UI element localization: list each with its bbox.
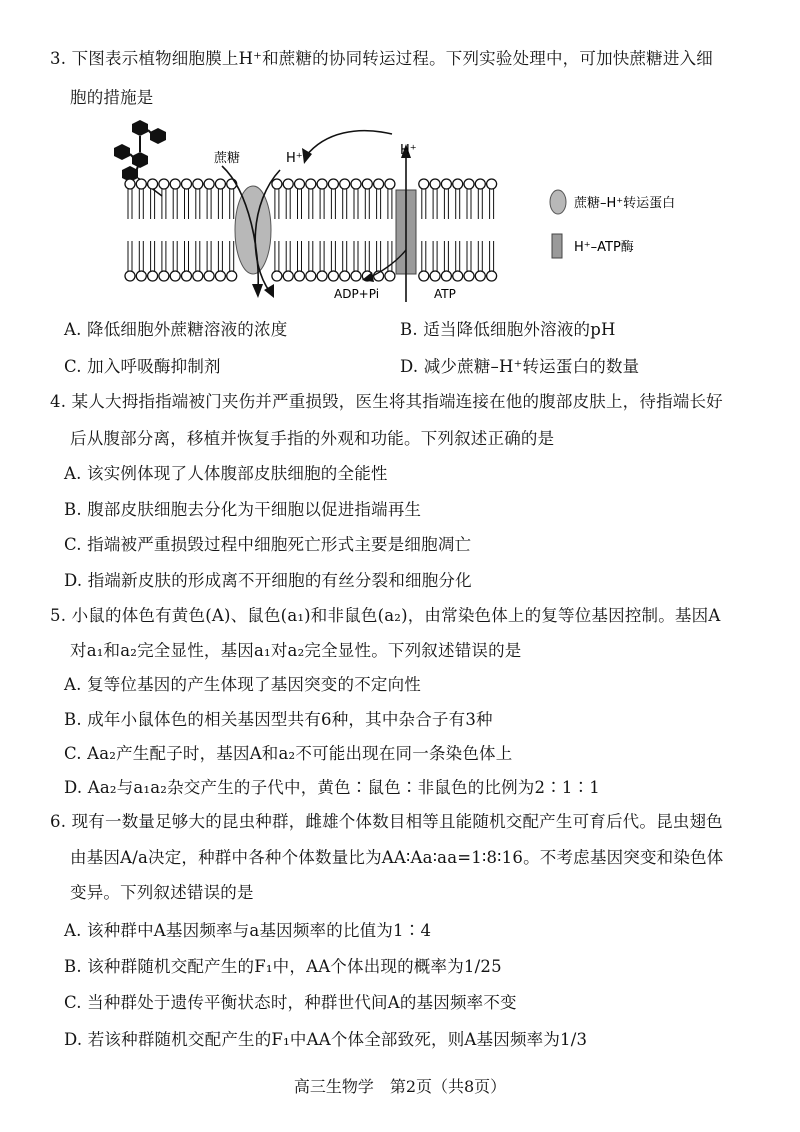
adp-pi-label: ADP+Pi <box>334 287 380 301</box>
legend-atpase-label: H⁺–ATP酶 <box>574 240 634 255</box>
q4-option-d: D. 指端新皮肤的形成离不开细胞的有丝分裂和细胞分化 <box>64 571 472 590</box>
q4-stem-line2: 后从腹部分离，移植并恢复手指的外观和功能。下列叙述正确的是 <box>70 429 555 448</box>
q6-stem-line3: 变异。下列叙述错误的是 <box>70 883 254 902</box>
q5-stem-line1: 5. 小鼠的体色有黄色(A)、鼠色(a₁)和非鼠色(a₂)，由常染色体上的复等位基因控制。基因A <box>50 606 721 625</box>
q6-option-c: C. 当种群处于遗传平衡状态时，种群世代间A的基因频率不变 <box>64 993 517 1012</box>
q3-stem-line2: 胞的措施是 <box>70 88 154 107</box>
q5-option-c: C. Aa₂产生配子时，基因A和a₂不可能出现在同一条染色体上 <box>64 744 513 763</box>
page-footer: 高三生物学 第2页（共8页） <box>293 1077 507 1096</box>
legend-transporter <box>550 190 675 214</box>
atp-label: ATP <box>434 287 456 301</box>
q4-option-c: C. 指端被严重损毁过程中细胞死亡形式主要是细胞凋亡 <box>64 535 472 554</box>
q5-option-d: D. Aa₂与a₁a₂杂交产生的子代中，黄色∶鼠色∶非鼠色的比例为2∶1∶1 <box>64 778 600 797</box>
q3-stem-line1: 3. 下图表示植物细胞膜上H⁺和蔗糖的协同转运过程。下列实验处理中，可加快蔗糖进入细 <box>50 49 713 68</box>
q6-option-d: D. 若该种群随机交配产生的F₁中AA个体全部致死，则A基因频率为1/3 <box>64 1030 588 1049</box>
q5-option-a: A. 复等位基因的产生体现了基因突变的不定向性 <box>64 675 422 694</box>
sucrose-label: 蔗糖 <box>214 151 241 166</box>
phospholipid-bilayer <box>125 179 497 281</box>
legend-atpase <box>552 234 634 258</box>
q3-option-c: C. 加入呼吸酶抑制剂 <box>64 357 221 376</box>
q5-stem-line2: 对a₁和a₂完全显性，基因a₁对a₂完全显性。下列叙述错误的是 <box>70 641 522 660</box>
q5-option-b: B. 成年小鼠体色的相关基因型共有6种，其中杂合子有3种 <box>64 710 493 729</box>
q6-stem-line2: 由基因A/a决定，种群中各种个体数量比为AA∶Aa∶aa=1∶8∶16。不考虑基因突变和染色体 <box>70 848 724 867</box>
q4-option-b: B. 腹部皮肤细胞去分化为干细胞以促进指端再生 <box>64 500 422 519</box>
q6-stem-line1: 6. 现有一数量足够大的昆虫种群，雌雄个体数目相等且能随机交配产生可育后代。昆虫翅色 <box>50 812 723 831</box>
q3-option-b: B. 适当降低细胞外溶液的pH <box>400 320 616 339</box>
q4-stem-line1: 4. 某人大拇指指端被门夹伤并严重损毁，医生将其指端连接在他的腹部皮肤上，待指端长好 <box>50 392 723 411</box>
q6-option-a: A. 该种群中A基因频率与a基因频率的比值为1∶4 <box>64 921 432 940</box>
q3-option-a: A. 降低细胞外蔗糖溶液的浓度 <box>64 320 288 339</box>
q6-option-b: B. 该种群随机交配产生的F₁中，AA个体出现的概率为1/25 <box>64 957 502 976</box>
h-ion-left-label: H⁺ <box>286 151 303 166</box>
legend-transporter-label: 蔗糖–H⁺转运蛋白 <box>574 196 676 211</box>
membrane-diagram <box>100 112 720 312</box>
q4-option-a: A. 该实例体现了人体腹部皮肤细胞的全能性 <box>64 464 388 483</box>
h-ion-top-label: H⁺ <box>400 143 417 158</box>
q3-option-d: D. 减少蔗糖–H⁺转运蛋白的数量 <box>400 357 640 376</box>
